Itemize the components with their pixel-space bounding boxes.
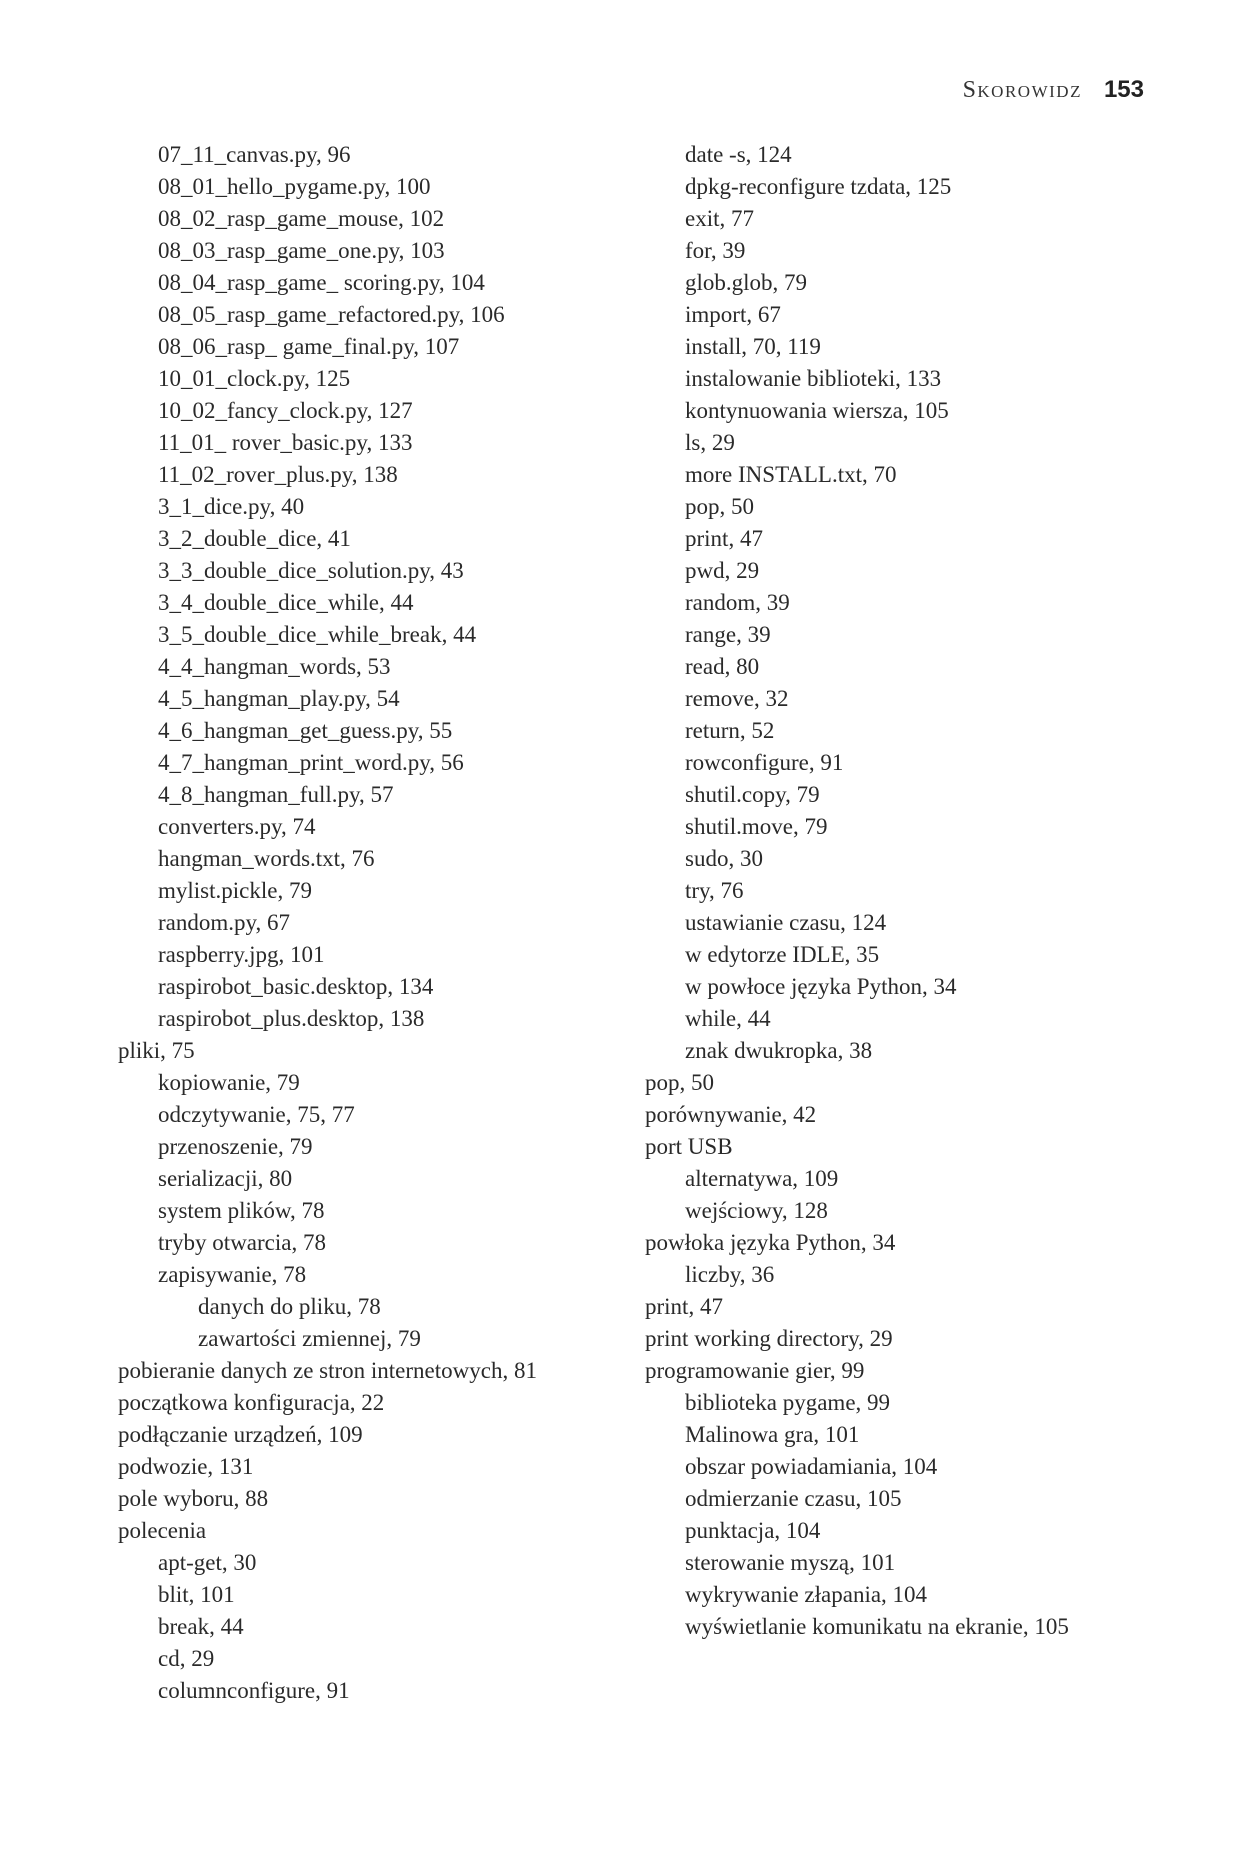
index-subentry: tryby otwarcia, 78 xyxy=(158,1230,326,1255)
index-subentry: 3_3_double_dice_solution.py, 43 xyxy=(158,558,464,583)
index-subentry: 08_04_rasp_game_ scoring.py, 104 xyxy=(158,270,485,295)
index-subentry: wyświetlanie komunikatu na ekranie, 105 xyxy=(685,1614,1069,1639)
index-entry: pobieranie danych ze stron internetowych, 81 xyxy=(118,1358,537,1383)
index-subentry: 3_1_dice.py, 40 xyxy=(158,494,305,519)
index-subentry: 08_02_rasp_game_mouse, 102 xyxy=(158,206,445,231)
index-subentry: kontynuowania wiersza, 105 xyxy=(685,398,949,423)
index-subentry: w edytorze IDLE, 35 xyxy=(685,942,880,967)
index-subentry: odczytywanie, 75, 77 xyxy=(158,1102,355,1127)
index-subentry: 4_5_hangman_play.py, 54 xyxy=(158,686,400,711)
index-subentry: hangman_words.txt, 76 xyxy=(158,846,375,871)
index-subentry: 3_4_double_dice_while, 44 xyxy=(158,590,414,615)
index-subentry: for, 39 xyxy=(685,238,746,263)
index-subentry: 08_01_hello_pygame.py, 100 xyxy=(158,174,431,199)
index-subentry: blit, 101 xyxy=(158,1582,235,1607)
index-subentry: mylist.pickle, 79 xyxy=(158,878,312,903)
index-subentry: install, 70, 119 xyxy=(685,334,821,359)
index-subentry: return, 52 xyxy=(685,718,775,743)
index-subentry: zapisywanie, 78 xyxy=(158,1262,307,1287)
index-subentry: instalowanie biblioteki, 133 xyxy=(685,366,942,391)
index-entry: pliki, 75 xyxy=(118,1038,195,1063)
index-subentry: while, 44 xyxy=(685,1006,771,1031)
index-subentry: date -s, 124 xyxy=(685,142,792,167)
index-subentry: liczby, 36 xyxy=(685,1262,775,1287)
index-entry: polecenia xyxy=(118,1518,207,1543)
index-subentry: pwd, 29 xyxy=(685,558,760,583)
index-subentry: raspberry.jpg, 101 xyxy=(158,942,325,967)
index-subentry: columnconfigure, 91 xyxy=(158,1678,350,1703)
index-subentry: ls, 29 xyxy=(685,430,735,455)
index-entry: pole wyboru, 88 xyxy=(118,1486,269,1511)
index-subentry: cd, 29 xyxy=(158,1646,215,1671)
index-subentry: random.py, 67 xyxy=(158,910,291,935)
index-subentry: remove, 32 xyxy=(685,686,789,711)
index-subentry: 07_11_canvas.py, 96 xyxy=(158,142,351,167)
index-subentry: odmierzanie czasu, 105 xyxy=(685,1486,902,1511)
index-subentry: sterowanie myszą, 101 xyxy=(685,1550,896,1575)
index-subentry: raspirobot_plus.desktop, 138 xyxy=(158,1006,425,1031)
index-subentry: punktacja, 104 xyxy=(685,1518,821,1543)
index-subentry: alternatywa, 109 xyxy=(685,1166,839,1191)
index-subentry: 08_06_rasp_ game_final.py, 107 xyxy=(158,334,460,359)
index-subentry: 10_01_clock.py, 125 xyxy=(158,366,351,391)
index-subentry: obszar powiadamiania, 104 xyxy=(685,1454,938,1479)
index-entry: print working directory, 29 xyxy=(645,1326,893,1351)
index-column-left xyxy=(118,139,638,1707)
index-entry: porównywanie, 42 xyxy=(645,1102,817,1127)
index-subentry: raspirobot_basic.desktop, 134 xyxy=(158,974,434,999)
index-subentry: 11_01_ rover_basic.py, 133 xyxy=(158,430,413,455)
index-subentry: 10_02_fancy_clock.py, 127 xyxy=(158,398,413,423)
index-subentry: converters.py, 74 xyxy=(158,814,316,839)
index-subentry: biblioteka pygame, 99 xyxy=(685,1390,891,1415)
running-head xyxy=(963,76,1144,104)
index-subentry: shutil.copy, 79 xyxy=(685,782,820,807)
page-number: 153 xyxy=(1103,76,1144,103)
index-subentry: danych do pliku, 78 xyxy=(198,1294,381,1319)
index-subentry: 08_05_rasp_game_refactored.py, 106 xyxy=(158,302,505,327)
index-subentry: dpkg-reconfigure tzdata, 125 xyxy=(685,174,952,199)
section-title: Skorowidz xyxy=(962,77,1082,103)
index-subentry: more INSTALL.txt, 70 xyxy=(685,462,897,487)
index-subentry: 4_8_hangman_full.py, 57 xyxy=(158,782,394,807)
index-entry: podwozie, 131 xyxy=(118,1454,254,1479)
index-subentry: pop, 50 xyxy=(685,494,754,519)
index-subentry: sudo, 30 xyxy=(685,846,763,871)
index-subentry: range, 39 xyxy=(685,622,771,647)
index-subentry: shutil.move, 79 xyxy=(685,814,828,839)
index-entry: port USB xyxy=(645,1134,733,1159)
index-subentry: w powłoce języka Python, 34 xyxy=(685,974,957,999)
index-column-right xyxy=(645,139,1165,1643)
index-subentry: znak dwukropka, 38 xyxy=(685,1038,873,1063)
index-subentry: 3_5_double_dice_while_break, 44 xyxy=(158,622,477,647)
index-subentry: glob.glob, 79 xyxy=(685,270,808,295)
index-subentry: ustawianie czasu, 124 xyxy=(685,910,887,935)
index-subentry: rowconfigure, 91 xyxy=(685,750,844,775)
index-subentry: Malinowa gra, 101 xyxy=(685,1422,860,1447)
index-subentry: apt-get, 30 xyxy=(158,1550,257,1575)
index-subentry: print, 47 xyxy=(685,526,763,551)
index-subentry: zawartości zmiennej, 79 xyxy=(198,1326,421,1351)
index-entry: print, 47 xyxy=(645,1294,723,1319)
index-entry: początkowa konfiguracja, 22 xyxy=(118,1390,385,1415)
index-subentry: exit, 77 xyxy=(685,206,754,231)
index-entry: programowanie gier, 99 xyxy=(645,1358,865,1383)
index-subentry: read, 80 xyxy=(685,654,760,679)
index-subentry: system plików, 78 xyxy=(158,1198,325,1223)
index-subentry: przenoszenie, 79 xyxy=(158,1134,313,1159)
index-subentry: serializacji, 80 xyxy=(158,1166,293,1191)
index-entry: podłączanie urządzeń, 109 xyxy=(118,1422,363,1447)
index-subentry: 3_2_double_dice, 41 xyxy=(158,526,351,551)
index-subentry: 11_02_rover_plus.py, 138 xyxy=(158,462,398,487)
index-entry: pop, 50 xyxy=(645,1070,714,1095)
index-subentry: wykrywanie złapania, 104 xyxy=(685,1582,928,1607)
index-subentry: 08_03_rasp_game_one.py, 103 xyxy=(158,238,445,263)
index-subentry: random, 39 xyxy=(685,590,790,615)
index-subentry: try, 76 xyxy=(685,878,744,903)
index-entry: powłoka języka Python, 34 xyxy=(645,1230,896,1255)
index-subentry: break, 44 xyxy=(158,1614,244,1639)
index-subentry: 4_7_hangman_print_word.py, 56 xyxy=(158,750,464,775)
index-subentry: 4_4_hangman_words, 53 xyxy=(158,654,391,679)
index-subentry: 4_6_hangman_get_guess.py, 55 xyxy=(158,718,453,743)
index-subentry: import, 67 xyxy=(685,302,781,327)
index-subentry: kopiowanie, 79 xyxy=(158,1070,300,1095)
index-subentry: wejściowy, 128 xyxy=(685,1198,828,1223)
